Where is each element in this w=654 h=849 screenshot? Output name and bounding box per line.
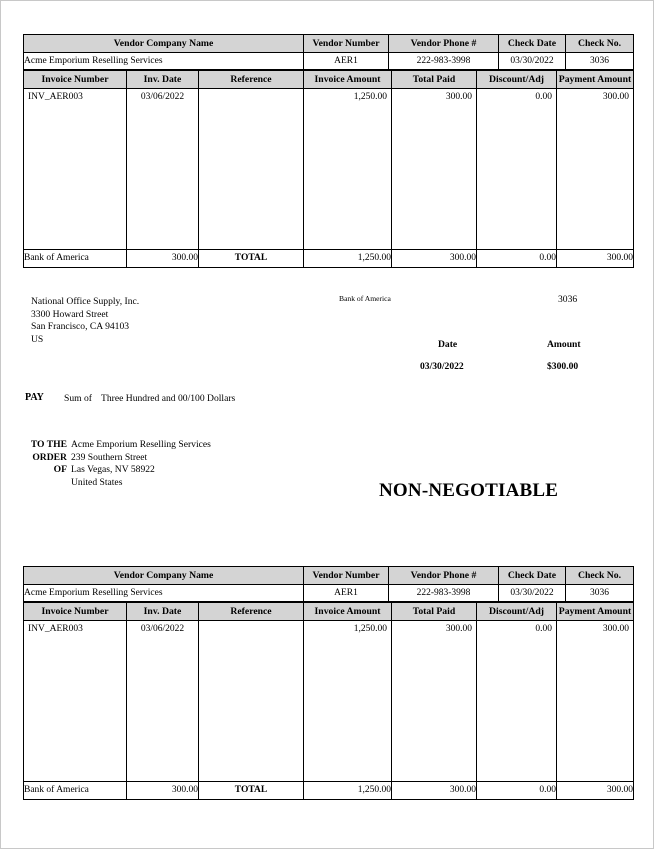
payment-amount-cell <box>557 621 634 782</box>
col-header-discount-adj: Discount/Adj <box>477 603 557 621</box>
sum-of-label: Sum of <box>64 393 92 404</box>
voucher-detail-table-bottom <box>23 602 634 800</box>
invoice-number-value: INV_AER003 <box>28 92 83 102</box>
voucher-header-row <box>24 35 634 53</box>
payment-amount-value: 300.00 <box>602 624 629 634</box>
payer-country: US <box>31 333 44 345</box>
payee-city-state-zip: Las Vegas, NV 58922 <box>71 464 155 476</box>
col-header-vendor-number: Vendor Number <box>304 35 389 53</box>
invoice-number-cell <box>24 89 127 250</box>
total-discount-adj: 0.00 <box>477 782 557 800</box>
payer-street: 3300 Howard Street <box>31 308 109 320</box>
total-bank-amount: 300.00 <box>127 782 199 800</box>
invoice-amount-value: 1,250.00 <box>353 92 387 102</box>
reference-value <box>199 89 303 105</box>
order-label-line3: OF <box>53 464 67 476</box>
discount-adj-cell <box>477 621 557 782</box>
inv-date-value: 03/06/2022 <box>140 624 185 634</box>
voucher-table-bottom <box>23 566 634 602</box>
check-body <box>1 286 654 536</box>
total-bank-amount: 300.00 <box>127 250 199 268</box>
vendor-number-value: AER1 <box>304 585 389 602</box>
total-paid-value: 300.00 <box>445 624 472 634</box>
total-payment-amount: 300.00 <box>557 782 634 800</box>
total-paid-cell <box>392 621 477 782</box>
col-header-total-paid: Total Paid <box>392 71 477 89</box>
col-header-inv-date: Inv. Date <box>127 603 199 621</box>
total-discount-adj: 0.00 <box>477 250 557 268</box>
inv-date-cell <box>127 621 199 782</box>
invoice-amount-value: 1,250.00 <box>353 624 387 634</box>
total-bank-name: Bank of America <box>24 250 127 268</box>
col-header-discount-adj: Discount/Adj <box>477 71 557 89</box>
order-label-line1: TO THE <box>30 439 67 450</box>
total-total-paid: 300.00 <box>392 250 477 268</box>
col-header-invoice-number: Invoice Number <box>24 71 127 89</box>
order-label-line2: ORDER <box>32 451 67 463</box>
col-header-reference: Reference <box>199 71 304 89</box>
pay-label: PAY <box>25 392 44 403</box>
payee-street: 239 Southern Street <box>71 451 148 463</box>
col-header-invoice-amount: Invoice Amount <box>304 71 392 89</box>
invoice-amount-cell <box>304 621 392 782</box>
invoice-number-value: INV_AER003 <box>28 624 83 634</box>
reference-value <box>199 621 303 637</box>
col-header-check-no: Check No. <box>566 567 634 585</box>
col-header-reference: Reference <box>199 603 304 621</box>
col-header-vendor-company-name: Vendor Company Name <box>24 567 304 585</box>
inv-date-value: 03/06/2022 <box>140 92 185 102</box>
check-date: 03/30/2022 <box>420 361 464 372</box>
col-header-vendor-phone: Vendor Phone # <box>389 567 499 585</box>
payee-name: Acme Emporium Reselling Services <box>71 439 211 450</box>
check-date-value: 03/30/2022 <box>499 585 566 602</box>
table-row <box>24 621 634 782</box>
voucher-detail-table-top <box>23 70 634 268</box>
total-bank-name: Bank of America <box>24 782 127 800</box>
voucher-vendor-row <box>24 585 634 602</box>
payer-address-block <box>31 296 139 346</box>
col-header-inv-date: Inv. Date <box>127 71 199 89</box>
total-total-paid: 300.00 <box>392 782 477 800</box>
payment-amount-value: 300.00 <box>602 92 629 102</box>
col-header-payment-amount: Payment Amount <box>557 71 634 89</box>
col-header-vendor-number: Vendor Number <box>304 567 389 585</box>
reference-cell <box>199 621 304 782</box>
voucher-stub-bottom <box>23 566 633 800</box>
total-label: TOTAL <box>199 250 304 268</box>
check-date-value: 03/30/2022 <box>499 53 566 70</box>
total-invoice-amount: 1,250.00 <box>304 782 392 800</box>
amount-label: Amount <box>547 339 581 350</box>
discount-adj-value: 0.00 <box>535 92 552 102</box>
col-header-total-paid: Total Paid <box>392 603 477 621</box>
invoice-number-cell <box>24 621 127 782</box>
total-label: TOTAL <box>199 782 304 800</box>
vendor-phone-value: 222-983-3998 <box>389 53 499 70</box>
non-negotiable-stamp: NON-NEGOTIABLE <box>379 480 559 501</box>
payer-name: National Office Supply, Inc. <box>31 296 140 307</box>
voucher-total-row <box>24 782 634 800</box>
payee-country: United States <box>71 476 123 488</box>
check-no-value: 3036 <box>566 585 634 602</box>
col-header-invoice-amount: Invoice Amount <box>304 603 392 621</box>
voucher-vendor-row <box>24 53 634 70</box>
col-header-check-date: Check Date <box>499 567 566 585</box>
payee-address-block <box>71 439 211 489</box>
bank-name: Bank of America <box>339 294 391 303</box>
reference-cell <box>199 89 304 250</box>
inv-date-cell <box>127 89 199 250</box>
payer-city-state-zip: San Francisco, CA 94103 <box>31 321 130 333</box>
vendor-company-name-value: Acme Emporium Reselling Services <box>24 585 304 602</box>
check-number: 3036 <box>558 294 578 305</box>
col-header-vendor-phone: Vendor Phone # <box>389 35 499 53</box>
voucher-stub-top <box>23 34 633 268</box>
check-no-value: 3036 <box>566 53 634 70</box>
col-header-payment-amount: Payment Amount <box>557 603 634 621</box>
col-header-check-date: Check Date <box>499 35 566 53</box>
col-header-invoice-number: Invoice Number <box>24 603 127 621</box>
invoice-amount-cell <box>304 89 392 250</box>
detail-header-row <box>24 603 634 621</box>
total-invoice-amount: 1,250.00 <box>304 250 392 268</box>
voucher-table-top <box>23 34 634 70</box>
vendor-company-name-value: Acme Emporium Reselling Services <box>24 53 304 70</box>
discount-adj-value: 0.00 <box>535 624 552 634</box>
table-row <box>24 89 634 250</box>
discount-adj-cell <box>477 89 557 250</box>
vendor-number-value: AER1 <box>304 53 389 70</box>
voucher-total-row <box>24 250 634 268</box>
vendor-phone-value: 222-983-3998 <box>389 585 499 602</box>
date-label: Date <box>438 339 458 350</box>
pay-to-the-order-of-label <box>25 439 67 477</box>
total-payment-amount: 300.00 <box>557 250 634 268</box>
col-header-vendor-company-name: Vendor Company Name <box>24 35 304 53</box>
col-header-check-no: Check No. <box>566 35 634 53</box>
amount-in-words: Three Hundred and 00/100 Dollars <box>101 393 236 404</box>
payment-amount-cell <box>557 89 634 250</box>
check-amount: $300.00 <box>547 361 579 372</box>
total-paid-value: 300.00 <box>445 92 472 102</box>
detail-header-row <box>24 71 634 89</box>
total-paid-cell <box>392 89 477 250</box>
voucher-header-row <box>24 567 634 585</box>
